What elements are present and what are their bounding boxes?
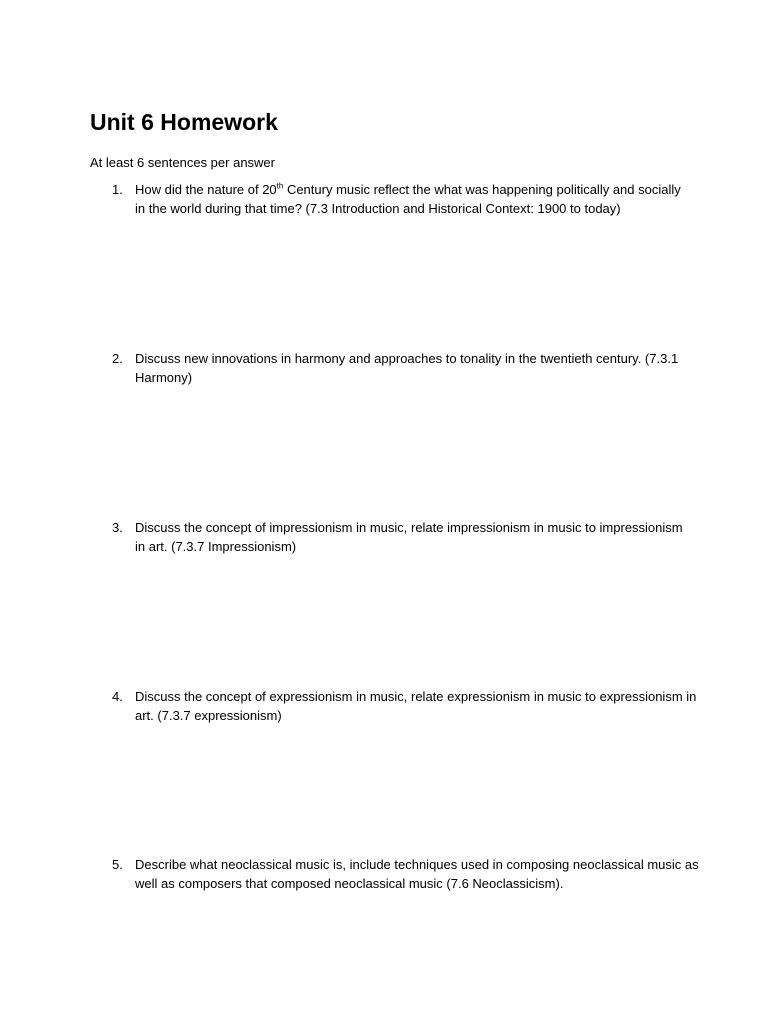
question-number: 2. <box>112 351 123 366</box>
question-line: Discuss new innovations in harmony and approaches to tonality in the twentieth century. (7.3.1 <box>135 351 679 366</box>
question-line: well as composers that composed neoclassical music (7.6 Neoclassicism). <box>135 876 564 891</box>
question-number: 5. <box>112 857 123 872</box>
question-text-part: Century music reflect the what was happening politically and socially <box>283 182 681 197</box>
question-line: Describe what neoclassical music is, include techniques used in composing neoclassical music as <box>135 857 699 872</box>
question-number: 1. <box>112 182 123 197</box>
question-text <box>135 518 683 556</box>
page-title: Unit 6 Homework <box>90 109 278 135</box>
instruction-text: At least 6 sentences per answer <box>90 155 275 170</box>
question-line: in art. (7.3.7 Impressionism) <box>135 539 297 554</box>
question-line: Harmony) <box>135 370 193 385</box>
ordinal-superscript: th <box>276 181 284 191</box>
question-number: 3. <box>112 520 123 535</box>
question-number: 4. <box>112 689 123 704</box>
question-line: Discuss the concept of expressionism in music, relate expressionism in music to expressionism in <box>135 689 697 704</box>
question-text <box>135 687 697 725</box>
question-line: in the world during that time? (7.3 Introduction and Historical Context: 1900 to today) <box>135 201 621 216</box>
question-line: art. (7.3.7 expressionism) <box>135 708 282 723</box>
question-text-part: How did the nature of 20 <box>135 182 277 197</box>
question-text <box>135 180 683 218</box>
question-text <box>135 855 699 893</box>
question-text <box>135 349 683 387</box>
question-line: Discuss the concept of impressionism in music, relate impressionism in music to impressionism <box>135 520 683 535</box>
question-line <box>135 180 683 199</box>
